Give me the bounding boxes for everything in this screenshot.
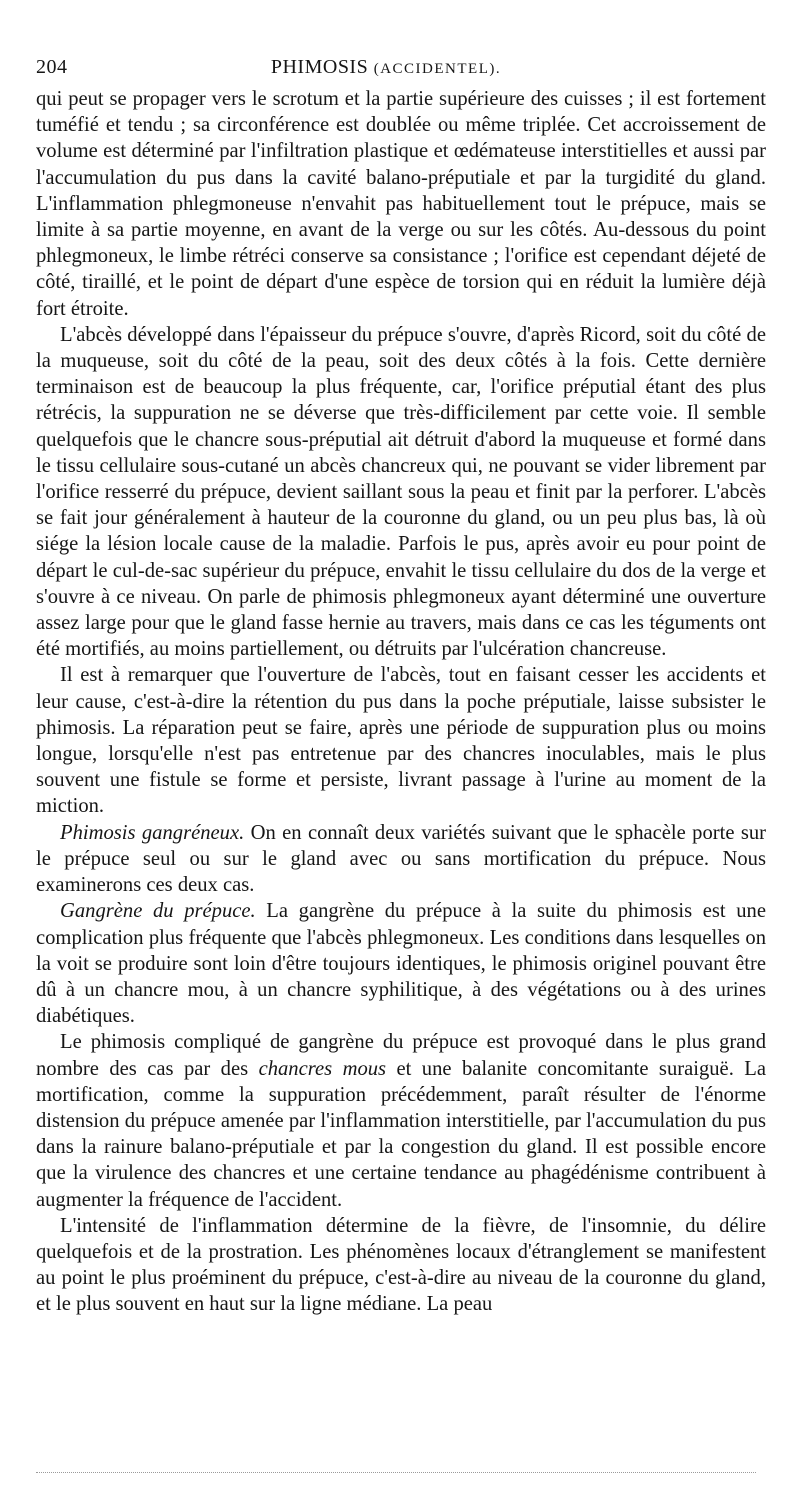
running-title-main: PHIMOSIS [270,56,369,78]
section-heading-phimosis-gangreneux: Phimosis gangréneux. [60,821,245,844]
paragraph-1 [36,86,766,322]
paragraph-phimosis-gangreneux [36,820,766,899]
paragraph-6 [36,1029,766,1212]
paragraph-text: L'abcès développé dans l'épaisseur du prépuce s'ouvre, d'après Ricord, soit du côté de la muqueuse, soit du côté de la peau, soit des deux côtés à la fois. Cette dernière terminaison est de beaucoup la plus fréquente, car, l'orifice préputial étant des plus rétrécis, la suppuration ne se déverse que très-difficilement par cette voie. Il semble quelquefois que le chancre sous-préputial ait détruit d'abord la muqueuse et formé dans le tissu cellulaire sous-cutané un abcès chancreux qui, ne pouvant se vider librement par l'orifice resserré du prépuce, devient saillant sous la peau et finit par la perforer. L'abcès se fait jour généralement à hauteur de la couronne du gland, ou un peu plus bas, là où siége la lésion locale cause de la maladie. Parfois le pus, après avoir eu pour point de départ le cul-de-sac supérieur du prépuce, envahit le tissu cellulaire du dos de la verge et s'ouvre à ce niveau. On parle de phimosis phlegmoneux ayant déterminé une ouverture assez large pour que le gland fasse hernie au travers, mais dans ce cas les téguments ont été mortifiés, au moins partiellement, ou détruits par l'ulcération chancreuse. [36,323,766,661]
paragraph-2 [36,322,766,663]
paragraph-text: Il est à remarquer que l'ouverture de l'abcès, tout en faisant cesser les accidents et leur cause, c'est-à-dire la rétention du pus dans la poche préputiale, laisse subsister le phimosis. La réparation peut se faire, après une période de suppuration plus ou moins longue, lorsqu'elle n'est pas entretenue par des chancres inoculables, mais le plus souvent une fistule se forme et persiste, livrant passage à l'urine au moment de la miction. [36,664,766,818]
paragraph-gangrene-prepuce [36,898,766,1029]
paragraph-text: Le phimosis compliqué de gangrène du prépuce est provoqué dans le plus grand nombre des cas par des [36,1031,766,1080]
running-title-subtitle: (ACCIDENTEL). [373,61,502,77]
body-text [36,86,766,1318]
paragraph-text: et une balanite concomitante suraiguë. La mortification, comme la suppuration précédemment, paraît résulter de l'énorme distension du prépuce amenée par l'inflammation interstitielle, par l'accumulation du pus dans la rainure balano-préputiale et par la congestion du gland. Il est possible encore que la virulence des chancres et une certaine tendance au phagédénisme contribuent à augmenter la fréquence de l'accident. [36,1057,766,1211]
emphasis-chancres-mous: chancres mous [258,1057,387,1080]
paragraph-3 [36,662,766,819]
running-title [126,56,766,79]
paragraph-text: L'intensité de l'inflammation détermine de la fièvre, de l'insomnie, du délire quelquefois et de la prostration. Les phénomènes locaux d'étranglement se manifestent au point le plus proéminent du prépuce, c'est-à-dire au niveau de la couronne du gland, et le plus souvent en haut sur la ligne médiane. La peau [36,1214,766,1316]
paragraph-7 [36,1213,766,1318]
running-header [36,56,766,80]
section-heading-gangrene-prepuce: Gangrène du prépuce. [60,900,256,923]
paragraph-text: On en connaît deux variétés suivant que le sphacèle porte sur le prépuce seul ou sur le gland avec ou sans mortification du prépuce. Nous examinerons ces deux cas. [36,821,766,897]
paragraph-text: La gangrène du prépuce à la suite du phimosis est une complication plus fréquente que l'abcès phlegmoneux. Les conditions dans lesquelles on la voit se produire sont loin d'être toujours identiques, le phimosis originel pouvant être dû à un chancre mou, à un chancre syphilitique, à des végétations ou à des urines diabétiques. [36,900,766,1028]
footer-dotted-rule [36,1472,756,1473]
page-number: 204 [36,56,68,78]
paragraph-text: qui peut se propager vers le scrotum et la partie supérieure des cuisses ; il est fortement tuméfié et tendu ; sa circonférence est doublée ou même triplée. Cet accroissement de volume est déterminé par l'infiltration plastique et œdémateuse interstitielles et aussi par l'accumulation du pus dans la cavité balano-préputiale et par la turgidité du gland. L'inflammation phlegmoneuse n'envahit pas habituellement tout le prépuce, mais se limite à sa partie moyenne, en avant de la verge ou sur les côtés. Au-dessous du point phlegmoneux, le limbe rétréci conserve sa consistance ; l'orifice est cependant déjeté de côté, tiraillé, et le point de départ d'une espèce de torsion qui en réduit la lumière déjà fort étroite. [36,88,766,320]
